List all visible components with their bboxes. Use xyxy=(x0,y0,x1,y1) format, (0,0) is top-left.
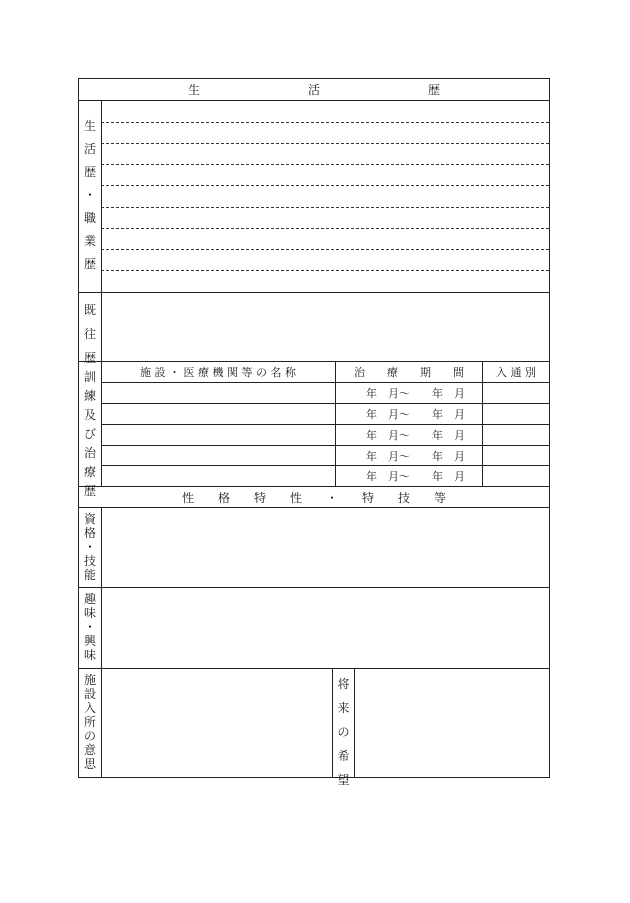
past-history-label: 既 往 歴 xyxy=(83,303,96,365)
training-treatment-label: 訓 練 及 び 治 療 歴 xyxy=(83,370,96,498)
header-admission-type: 入 通 別 xyxy=(496,366,536,379)
treatment-period-field[interactable]: 年 月～ 年 月 xyxy=(366,408,465,421)
life-history-field[interactable] xyxy=(101,101,549,292)
facility-name-input[interactable] xyxy=(101,383,335,403)
admission-type-input[interactable] xyxy=(483,404,549,424)
hobby-interest-label: 趣 味 ・ 興 味 xyxy=(83,592,96,662)
past-history-field[interactable] xyxy=(101,293,549,361)
facility-name-input[interactable] xyxy=(101,446,335,465)
admission-type-input[interactable] xyxy=(483,466,549,486)
hobby-interest-field[interactable] xyxy=(101,588,549,668)
admission-intent-label: 施 設 入 所 の 意 思 xyxy=(83,673,96,771)
facility-name-input[interactable] xyxy=(101,404,335,424)
admission-type-input[interactable] xyxy=(483,383,549,403)
life-history-form xyxy=(78,78,550,787)
section-title-personality-skills: 性 格 特 性 ・ 特 技 等 xyxy=(181,490,446,505)
admission-type-input[interactable] xyxy=(483,446,549,465)
header-treatment-period: 治 療 期 間 xyxy=(354,366,464,379)
treatment-period-field[interactable]: 年 月～ 年 月 xyxy=(366,449,465,463)
life-history-label: 生 活 歴 ・ 職 業 歴 xyxy=(83,119,96,271)
header-facility-name: 施 設 ・ 医 療 機 関 等 の 名 称 xyxy=(140,366,296,379)
admission-type-input[interactable] xyxy=(483,425,549,445)
admission-intent-field[interactable] xyxy=(101,669,332,777)
facility-name-input[interactable] xyxy=(101,425,335,445)
treatment-period-field[interactable]: 年 月～ 年 月 xyxy=(366,470,465,483)
future-hopes-field[interactable] xyxy=(355,669,549,777)
facility-name-input[interactable] xyxy=(101,466,335,486)
qualification-skill-label: 資 格 ・ 技 能 xyxy=(83,512,96,582)
treatment-period-field[interactable]: 年 月～ 年 月 xyxy=(366,387,465,400)
qualification-skill-field[interactable] xyxy=(101,508,549,587)
future-hopes-label: 将 来 の 希 望 xyxy=(337,677,350,787)
section-title-life-history: 生 活 歴 xyxy=(187,83,440,97)
treatment-period-field[interactable]: 年 月～ 年 月 xyxy=(366,429,465,442)
